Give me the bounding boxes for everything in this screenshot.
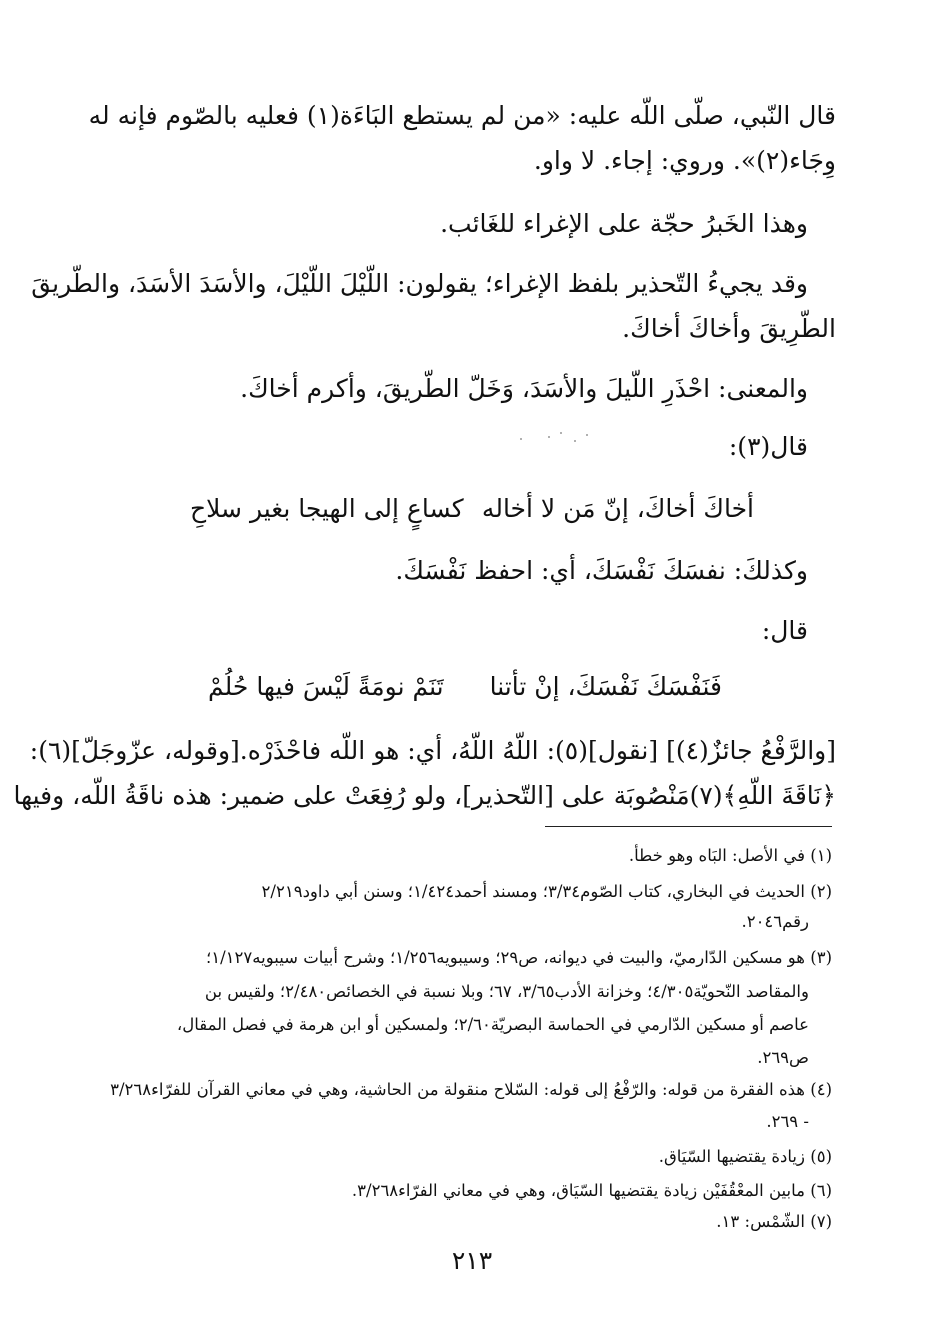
- footnote-continuation: - ٢٦٩.: [766, 1112, 809, 1131]
- footnote-separator: [545, 826, 832, 827]
- footnote: (٣) هو مسكين الدّارميّ، والبيت في ديوانه، ص٢٩؛ وسيبويه١/٢٥٦؛ وشرح أبيات سيبويه١/١٢٧؛: [205, 948, 832, 967]
- footnote-continuation: عاصم أو مسكين الدّارمي في الحماسة البصريّة٢/٦٠؛ ولمسكين أو ابن هرمة في فصل المقال،: [176, 1015, 809, 1034]
- body-line: وِجَاء(٢)». وروي: إجاء. لا واو.: [533, 146, 836, 175]
- page-number: ٢١٣: [451, 1246, 493, 1275]
- footnote: (٥) زيادة يقتضيها السّيَاق.: [658, 1147, 832, 1166]
- body-line: [والرَّفْعُ جائزٌ(٤)] [نقول](٥): اللّهُ اللّهُ، أي: هو اللّه فاحْذَرْه.[وقوله، عزّوجَلّ](٦):: [29, 736, 836, 765]
- scan-speck: [586, 434, 588, 436]
- body-line: قال(٣):: [728, 432, 808, 461]
- footnote-continuation: ص٢٦٩.: [757, 1048, 809, 1067]
- body-line: الطّرِيقَ وأخاكَ أخاكَ.: [622, 314, 836, 343]
- body-line: قال:: [761, 616, 808, 645]
- body-line: وقد يجيءُ التّحذير بلفظ الإغراء؛ يقولون: اللّيْلَ اللّيْلَ، والأسَدَ الأسَدَ، والطّريقَ: [31, 269, 808, 298]
- body-line: وكذلكَ: نفسَكَ نَفْسَكَ، أي: احفظ نَفْسَكَ.: [395, 556, 808, 585]
- body-line: وهذا الخَبرُ حجّة على الإغراء للغَائب.: [440, 209, 808, 238]
- footnote: (٢) الحديث في البخاري، كتاب الصّوم٣/٣٤؛ ومسند أحمد١/٤٢٤؛ وسنن أبي داود٢/٢١٩: [261, 882, 832, 901]
- scan-speck: [548, 436, 550, 438]
- footnote: (٧) الشّمْس: ١٣.: [716, 1212, 832, 1231]
- body-line: قال النّبي، صلّى اللّه عليه: «من لم يستطع البَاءَة(١) فعليه بالصّوم فإنه له: [88, 101, 836, 130]
- scan-speck: [560, 432, 562, 434]
- scan-speck: [520, 438, 522, 440]
- verse-1-first-hemistich: أخاكَ أخاكَ، إنّ مَن لا أخاله: [481, 494, 754, 523]
- footnote: (٤) هذه الفقرة من قوله: والرّفْعُ إلى قوله: السّلاح منقولة من الحاشية، وهي في معاني القرآن للفرّاء٣/٢٦٨: [110, 1080, 832, 1099]
- verse-2-first-hemistich: فَنَفْسَكَ نَفْسَكَ، إنْ تأتنا: [489, 672, 722, 701]
- scan-speck: [574, 440, 576, 442]
- footnote: (٦) مابين المعْقُفَيْن زيادة يقتضيها السّيَاق، وهي في معاني الفرّاء٣/٢٦٨.: [351, 1181, 832, 1200]
- footnote-continuation: والمقاصد النّحويّة٤/٣٠٥؛ وخزانة الأدب٣/٦٥، ٦٧؛ وبلا نسبة في الخصائص٢/٤٨٠؛ ولقيس بن: [204, 982, 809, 1001]
- verse-2-second-hemistich: تَنَمْ نومَةً لَيْسَ فيها حُلُمْ: [208, 672, 444, 701]
- footnote-continuation: رقم٢٠٤٦.: [741, 912, 809, 931]
- footnote: (١) في الأصل: البَاه وهو خطأ.: [628, 846, 832, 865]
- verse-1-second-hemistich: كساعٍ إلى الهيجا بغير سلاحِ: [190, 494, 464, 523]
- body-line: ﴿نَاقَةَ اللّهِ﴾(٧)مَنْصُوبَة على [التّحذير]، ولو رُفِعَتْ على ضمير: هذه ناقَةُ اللّه، وفيها: [13, 781, 836, 810]
- body-line: والمعنى: احْذَرِ اللّيلَ والأسَدَ، وَخَلّ الطّريقَ، وأكرم أخاكَ.: [240, 374, 808, 403]
